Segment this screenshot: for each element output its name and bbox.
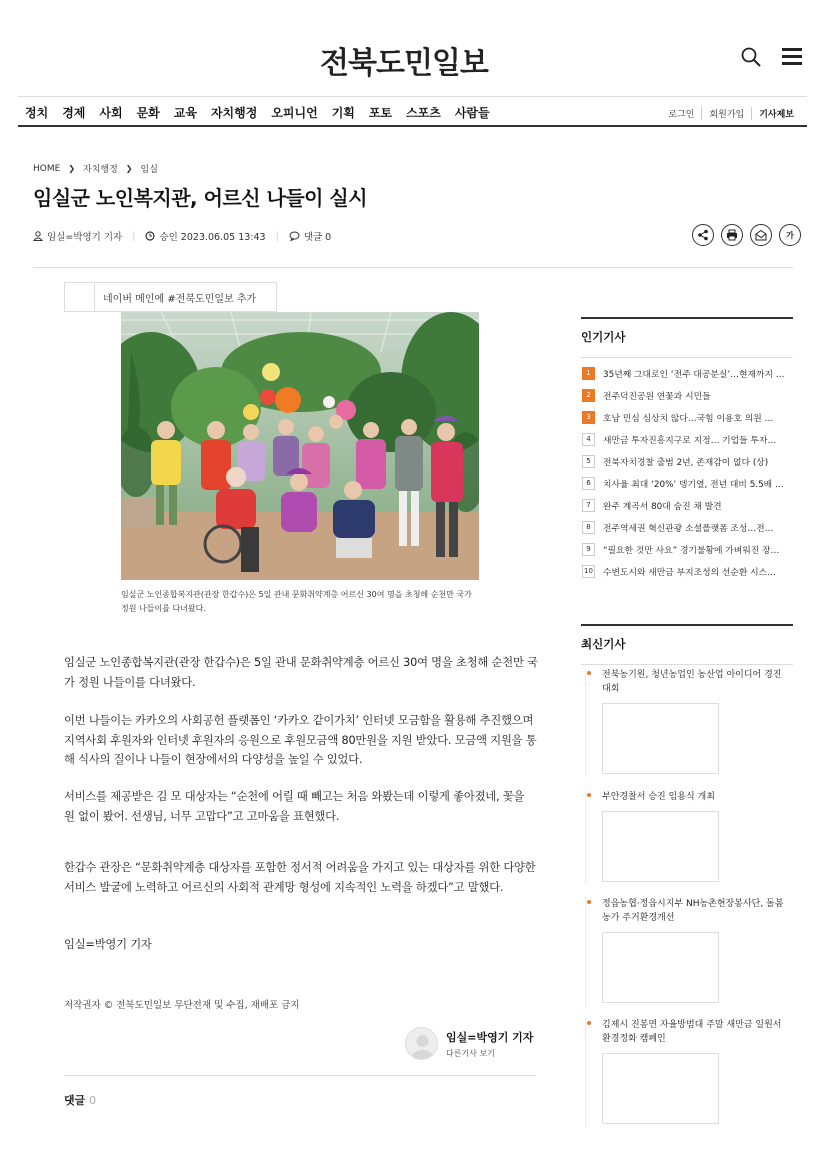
avatar — [405, 1027, 438, 1060]
comments-count: 0 — [89, 1094, 97, 1107]
latest-thumbnail[interactable] — [602, 703, 719, 774]
article-date: 승인 2023.06.05 13:43 — [159, 232, 266, 243]
list-item[interactable] — [582, 406, 793, 428]
naver-subscribe-banner[interactable] — [64, 282, 277, 312]
article-meta: 임실=박영기 기자 | 승인 2023.06.05 13:43 | 댓글 0 — [33, 229, 331, 243]
list-item[interactable] — [582, 472, 793, 494]
comments-title: 댓글 — [64, 1094, 86, 1107]
latest-thumbnail[interactable] — [602, 811, 719, 882]
category-menu — [25, 104, 490, 121]
nav-item-politics[interactable]: 정치 — [25, 106, 49, 120]
latest-headline[interactable]: 정읍농협·정읍시지부 NH농촌현장봉사단, 돌봄 농가 주거환경개선 — [602, 899, 784, 923]
signup-link[interactable]: 회원가입 — [701, 107, 751, 120]
author-name[interactable]: 임실=박영기 기자 — [446, 1030, 534, 1044]
site-logo[interactable]: 전북도민일보 — [320, 46, 488, 81]
nav-item-people[interactable]: 사람들 — [454, 106, 490, 120]
search-icon[interactable] — [741, 47, 761, 67]
login-link[interactable]: 로그인 — [668, 110, 695, 120]
nav-item-culture[interactable]: 문화 — [136, 106, 160, 120]
print-icon[interactable] — [721, 224, 743, 246]
nav-item-opinion[interactable]: 오피니언 — [271, 106, 318, 120]
photo-caption: 임실군 노인종합복지관(관장 한갑수)은 5일 관내 문화취약계층 어르신 30여 명을 초청해 순천만 국가 정원 나들이를 다녀왔다. — [121, 590, 472, 613]
author-box[interactable] — [405, 1027, 533, 1060]
popular-headline[interactable]: 치사율 최대 ‘20%’ 뎅기열, 전년 대비 5.5배 … — [603, 479, 784, 490]
share-icon[interactable] — [692, 224, 714, 246]
rank-badge: 10 — [582, 565, 595, 578]
list-item[interactable] — [582, 362, 793, 384]
latest-headline[interactable]: 전북농기원, 청년농업인 농산업 아이디어 경진대회 — [602, 670, 782, 694]
comment-icon — [289, 231, 300, 241]
divider — [64, 1075, 536, 1076]
latest-item[interactable] — [585, 897, 790, 1007]
article-headline: 임실군 노인복지관, 어르신 나들이 실시 — [33, 186, 368, 210]
breadcrumb — [33, 162, 158, 175]
util-menu — [661, 107, 801, 120]
rank-badge: 1 — [582, 367, 595, 380]
article-paragraph: 이번 나들이는 카카오의 사회공헌 플랫폼인 ‘카카오 같이가치’ 인터넷 모금함을 활용해 추진했으며 지역사회 후원자와 인터넷 후원자의 응원으로 후원모금액 80만원을 지원 받았다. 모금액 지원을 통해 식사의 질이나 나들이 현장에서의 다양성을 높일 수 있었다. — [64, 714, 537, 766]
author-more-link[interactable]: 다른기사 보기 — [446, 1048, 495, 1058]
chevron-right-icon: ❯ — [125, 164, 133, 173]
list-item[interactable] — [582, 428, 793, 450]
nav-item-sports[interactable]: 스포츠 — [406, 106, 441, 120]
list-item[interactable] — [582, 538, 793, 560]
popular-headline[interactable]: 새만금 투자진흥지구로 지정… 기업들 투자… — [603, 435, 777, 446]
article-paragraph: 서비스를 제공받은 김 모 대상자는 “순천에 어릴 때 빼고는 처음 와봤는데 이렇게 좋아졌네, 꽃을 원 없이 봤어. 선생님, 너무 고맙다”고 고마움을 표현했다. — [64, 790, 525, 823]
font-size-icon[interactable] — [779, 224, 801, 246]
chevron-right-icon: ❯ — [68, 164, 76, 173]
list-item[interactable] — [582, 384, 793, 406]
rank-badge: 9 — [582, 543, 595, 556]
article-tools — [692, 224, 801, 246]
bullet-icon — [587, 793, 591, 797]
rank-badge: 8 — [582, 521, 595, 534]
user-icon — [33, 231, 43, 241]
breadcrumb-subsection[interactable]: 임실 — [140, 165, 158, 175]
list-item[interactable] — [582, 494, 793, 516]
article-comment-count[interactable]: 댓글 0 — [303, 232, 332, 243]
popular-headline[interactable]: 전주덕진공원 연꽃과 시민들 — [603, 391, 711, 402]
copyright-notice: 저작권자 © 전북도민일보 무단전재 및 수집, 재배포 금지 — [64, 1000, 300, 1011]
rank-badge: 6 — [582, 477, 595, 490]
naver-logo — [65, 283, 95, 311]
main-nav — [18, 96, 807, 127]
latest-headline[interactable]: 김제시 진봉면 자율방범대 주말 새만금 일원서 환경정화 캠페인 — [602, 1020, 782, 1044]
nav-item-local-admin[interactable]: 자치행정 — [210, 106, 258, 120]
comments-header[interactable] — [64, 1092, 96, 1108]
divider — [33, 267, 793, 268]
latest-item[interactable] — [585, 668, 790, 778]
rank-badge: 7 — [582, 499, 595, 512]
nav-item-society[interactable]: 사회 — [99, 106, 123, 120]
article-photo — [121, 312, 479, 580]
bullet-icon — [587, 1021, 591, 1025]
latest-headline[interactable]: 부안경찰서 승진 임용식 개최 — [602, 792, 715, 802]
popular-list — [582, 362, 793, 582]
popular-headline[interactable]: 수변도시와 새만금 부지조성의 선순환 시스… — [603, 567, 776, 578]
popular-title: 인기기사 — [581, 317, 793, 358]
breadcrumb-section[interactable]: 자치행정 — [83, 165, 118, 175]
rank-badge: 4 — [582, 433, 595, 446]
popular-headline[interactable]: 전주역세권 혁신관광 소셜플랫폼 조성…전… — [603, 523, 774, 534]
tip-link[interactable]: 기사제보 — [751, 107, 801, 120]
popular-headline[interactable]: 전북자치경찰 출범 2년, 존재감이 없다 (상) — [603, 457, 769, 468]
article-author: 임실=박영기 기자 — [47, 232, 123, 243]
bullet-icon — [587, 900, 591, 904]
list-item[interactable] — [582, 560, 793, 582]
popular-headline[interactable]: “필요한 것만 사요” 경기불황에 가벼워진 장… — [603, 545, 780, 556]
latest-title: 최신기사 — [581, 624, 793, 665]
latest-item[interactable] — [585, 1018, 790, 1128]
nav-item-education[interactable]: 교육 — [173, 106, 197, 120]
rank-badge: 2 — [582, 389, 595, 402]
nav-item-economy[interactable]: 경제 — [62, 106, 86, 120]
popular-headline[interactable]: 완주 계곡서 80대 숨진 채 발견 — [603, 501, 722, 512]
breadcrumb-home[interactable]: HOME — [33, 163, 61, 174]
clock-icon — [145, 231, 155, 241]
nav-item-photo[interactable]: 포토 — [368, 106, 393, 120]
email-icon[interactable] — [750, 224, 772, 246]
popular-headline[interactable]: 35년째 그대로인 ‘전주 대공분실’…현재까지 … — [603, 369, 785, 380]
rank-badge: 3 — [582, 411, 595, 424]
article-byline: 임실=박영기 기자 — [64, 938, 152, 951]
naver-subscribe-text: 네이버 메인에 #전북도민일보 추가 — [103, 293, 257, 305]
menu-icon[interactable] — [782, 48, 802, 66]
popular-headline[interactable]: 호남 민심 심상치 않다…국힘 이용호 의원 … — [603, 413, 774, 424]
list-item[interactable] — [582, 450, 793, 472]
latest-thumbnail[interactable] — [602, 932, 719, 1003]
rank-badge: 5 — [582, 455, 595, 468]
font-size-label: 가 — [786, 230, 794, 240]
latest-thumbnail[interactable] — [602, 1053, 719, 1124]
bullet-icon — [587, 671, 591, 675]
article-paragraph: 임실군 노인종합복지관(관장 한갑수)은 5일 관내 문화취약계층 어르신 30여 명을 초청해 순천만 국가 정원 나들이를 다녀왔다. — [64, 656, 538, 689]
latest-item[interactable] — [585, 790, 790, 885]
list-item[interactable] — [582, 516, 793, 538]
article-paragraph: 한갑수 관장은 “문화취약계층 대상자를 포함한 정서적 어려움을 가지고 있는 대상자를 위한 다양한 서비스 발굴에 노력하고 어르신의 사회적 관계망 형성에 지속적인 노력을 하겠다”고 말했다. — [64, 861, 536, 894]
nav-item-feature[interactable]: 기획 — [331, 106, 355, 120]
